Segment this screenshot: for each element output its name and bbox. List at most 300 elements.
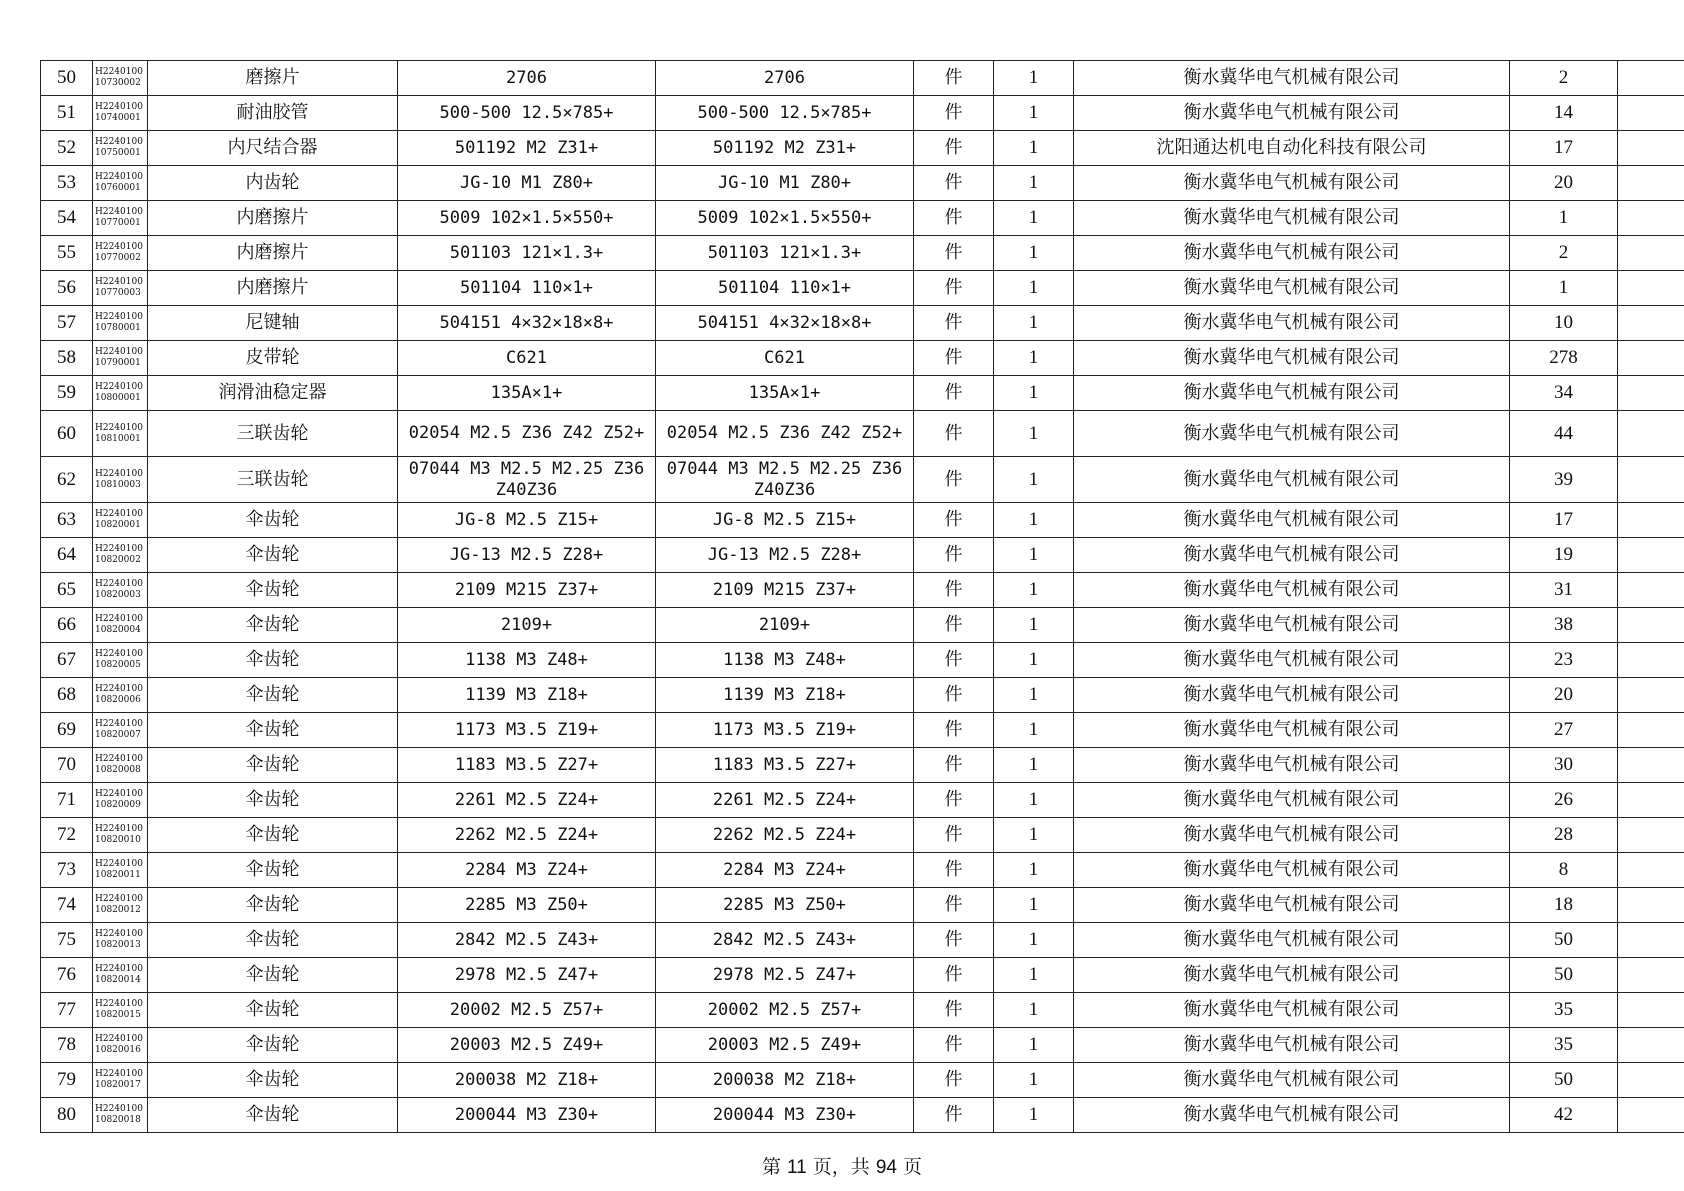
part-name-cell: 磨擦片 <box>148 61 398 96</box>
material-code-cell: H2240100 10730002 <box>93 61 148 96</box>
remark-cell <box>1618 573 1684 608</box>
unit-cell: 件 <box>914 783 994 818</box>
unit-cell: 件 <box>914 271 994 306</box>
count-cell: 39 <box>1510 457 1618 503</box>
row-number-cell: 56 <box>41 271 93 306</box>
count-cell: 27 <box>1510 713 1618 748</box>
remark-cell <box>1618 923 1684 958</box>
remark-cell <box>1618 853 1684 888</box>
row-number-cell: 51 <box>41 96 93 131</box>
count-cell: 20 <box>1510 678 1618 713</box>
count-cell: 8 <box>1510 853 1618 888</box>
unit-cell: 件 <box>914 748 994 783</box>
material-code-cell: H2240100 10740001 <box>93 96 148 131</box>
remark-cell <box>1618 783 1684 818</box>
part-name-cell: 伞齿轮 <box>148 958 398 993</box>
model-cell: 2109 M215 Z37+ <box>656 573 914 608</box>
supplier-cell: 衡水冀华电气机械有限公司 <box>1074 678 1510 713</box>
part-name-cell: 伞齿轮 <box>148 608 398 643</box>
count-cell: 42 <box>1510 1098 1618 1133</box>
specification-cell: 200038 M2 Z18+ <box>398 1063 656 1098</box>
table-row <box>41 888 1684 923</box>
supplier-cell: 衡水冀华电气机械有限公司 <box>1074 457 1510 503</box>
model-cell: 2109+ <box>656 608 914 643</box>
material-code-cell: H2240100 10820007 <box>93 713 148 748</box>
part-name-cell: 伞齿轮 <box>148 678 398 713</box>
quantity-cell: 1 <box>994 958 1074 993</box>
model-cell: 2284 M3 Z24+ <box>656 853 914 888</box>
part-name-cell: 伞齿轮 <box>148 993 398 1028</box>
specification-cell: 2261 M2.5 Z24+ <box>398 783 656 818</box>
row-number-cell: 63 <box>41 503 93 538</box>
footer-suffix: 页 <box>903 1156 923 1178</box>
remark-cell <box>1618 96 1684 131</box>
count-cell: 50 <box>1510 1063 1618 1098</box>
quantity-cell: 1 <box>994 503 1074 538</box>
specification-cell: 135A×1+ <box>398 376 656 411</box>
table-row <box>41 411 1684 457</box>
part-name-cell: 伞齿轮 <box>148 888 398 923</box>
quantity-cell: 1 <box>994 457 1074 503</box>
remark-cell <box>1618 503 1684 538</box>
material-code-cell: H2240100 10820010 <box>93 818 148 853</box>
material-code-cell: H2240100 10820006 <box>93 678 148 713</box>
count-cell: 35 <box>1510 1028 1618 1063</box>
table-row <box>41 376 1684 411</box>
row-number-cell: 58 <box>41 341 93 376</box>
row-number-cell: 54 <box>41 201 93 236</box>
row-number-cell: 60 <box>41 411 93 457</box>
model-cell: 1138 M3 Z48+ <box>656 643 914 678</box>
quantity-cell: 1 <box>994 131 1074 166</box>
unit-cell: 件 <box>914 888 994 923</box>
remark-cell <box>1618 538 1684 573</box>
count-cell: 28 <box>1510 818 1618 853</box>
remark-cell <box>1618 61 1684 96</box>
unit-cell: 件 <box>914 643 994 678</box>
specification-cell: 2978 M2.5 Z47+ <box>398 958 656 993</box>
specification-cell: 1138 M3 Z48+ <box>398 643 656 678</box>
unit-cell: 件 <box>914 1098 994 1133</box>
model-cell: 2706 <box>656 61 914 96</box>
remark-cell <box>1618 341 1684 376</box>
material-code-cell: H2240100 10770001 <box>93 201 148 236</box>
specification-cell: 200044 M3 Z30+ <box>398 1098 656 1133</box>
part-name-cell: 内磨擦片 <box>148 236 398 271</box>
count-cell: 50 <box>1510 958 1618 993</box>
unit-cell: 件 <box>914 61 994 96</box>
material-code-cell: H2240100 10820008 <box>93 748 148 783</box>
specification-cell: 2109 M215 Z37+ <box>398 573 656 608</box>
unit-cell: 件 <box>914 503 994 538</box>
count-cell: 14 <box>1510 96 1618 131</box>
table-row <box>41 538 1684 573</box>
material-code-cell: H2240100 10820009 <box>93 783 148 818</box>
remark-cell <box>1618 888 1684 923</box>
table-row <box>41 853 1684 888</box>
count-cell: 2 <box>1510 61 1618 96</box>
row-number-cell: 76 <box>41 958 93 993</box>
quantity-cell: 1 <box>994 573 1074 608</box>
row-number-cell: 77 <box>41 993 93 1028</box>
row-number-cell: 73 <box>41 853 93 888</box>
quantity-cell: 1 <box>994 271 1074 306</box>
quantity-cell: 1 <box>994 888 1074 923</box>
parts-table-body <box>41 61 1684 1133</box>
row-number-cell: 65 <box>41 573 93 608</box>
supplier-cell: 衡水冀华电气机械有限公司 <box>1074 376 1510 411</box>
material-code-cell: H2240100 10820001 <box>93 503 148 538</box>
material-code-cell: H2240100 10750001 <box>93 131 148 166</box>
unit-cell: 件 <box>914 1063 994 1098</box>
supplier-cell: 衡水冀华电气机械有限公司 <box>1074 608 1510 643</box>
specification-cell: C621 <box>398 341 656 376</box>
quantity-cell: 1 <box>994 201 1074 236</box>
remark-cell <box>1618 643 1684 678</box>
quantity-cell: 1 <box>994 376 1074 411</box>
part-name-cell: 伞齿轮 <box>148 853 398 888</box>
supplier-cell: 衡水冀华电气机械有限公司 <box>1074 643 1510 678</box>
specification-cell: JG-10 M1 Z80+ <box>398 166 656 201</box>
material-code-cell: H2240100 10820017 <box>93 1063 148 1098</box>
quantity-cell: 1 <box>994 748 1074 783</box>
count-cell: 17 <box>1510 503 1618 538</box>
row-number-cell: 71 <box>41 783 93 818</box>
remark-cell <box>1618 713 1684 748</box>
count-cell: 18 <box>1510 888 1618 923</box>
remark-cell <box>1618 201 1684 236</box>
model-cell: 501192 M2 Z31+ <box>656 131 914 166</box>
part-name-cell: 伞齿轮 <box>148 818 398 853</box>
unit-cell: 件 <box>914 166 994 201</box>
quantity-cell: 1 <box>994 411 1074 457</box>
quantity-cell: 1 <box>994 993 1074 1028</box>
quantity-cell: 1 <box>994 713 1074 748</box>
specification-cell: 5009 102×1.5×550+ <box>398 201 656 236</box>
material-code-cell: H2240100 10760001 <box>93 166 148 201</box>
quantity-cell: 1 <box>994 853 1074 888</box>
part-name-cell: 伞齿轮 <box>148 643 398 678</box>
row-number-cell: 55 <box>41 236 93 271</box>
part-name-cell: 内尺结合器 <box>148 131 398 166</box>
unit-cell: 件 <box>914 923 994 958</box>
remark-cell <box>1618 993 1684 1028</box>
material-code-cell: H2240100 10780001 <box>93 306 148 341</box>
quantity-cell: 1 <box>994 923 1074 958</box>
supplier-cell: 衡水冀华电气机械有限公司 <box>1074 341 1510 376</box>
table-row <box>41 61 1684 96</box>
supplier-cell: 衡水冀华电气机械有限公司 <box>1074 1028 1510 1063</box>
total-pages-number: 94 <box>875 1157 897 1178</box>
quantity-cell: 1 <box>994 96 1074 131</box>
part-name-cell: 伞齿轮 <box>148 748 398 783</box>
part-name-cell: 内齿轮 <box>148 166 398 201</box>
material-code-cell: H2240100 10810001 <box>93 411 148 457</box>
model-cell: 20002 M2.5 Z57+ <box>656 993 914 1028</box>
model-cell: 2261 M2.5 Z24+ <box>656 783 914 818</box>
model-cell: 1173 M3.5 Z19+ <box>656 713 914 748</box>
model-cell: 02054 M2.5 Z36 Z42 Z52+ <box>656 411 914 457</box>
quantity-cell: 1 <box>994 1063 1074 1098</box>
quantity-cell: 1 <box>994 818 1074 853</box>
table-row <box>41 993 1684 1028</box>
part-name-cell: 皮带轮 <box>148 341 398 376</box>
table-row <box>41 1063 1684 1098</box>
material-code-cell: H2240100 10770003 <box>93 271 148 306</box>
row-number-cell: 72 <box>41 818 93 853</box>
count-cell: 31 <box>1510 573 1618 608</box>
row-number-cell: 50 <box>41 61 93 96</box>
part-name-cell: 伞齿轮 <box>148 1098 398 1133</box>
model-cell: JG-8 M2.5 Z15+ <box>656 503 914 538</box>
count-cell: 44 <box>1510 411 1618 457</box>
specification-cell: 2284 M3 Z24+ <box>398 853 656 888</box>
supplier-cell: 衡水冀华电气机械有限公司 <box>1074 271 1510 306</box>
quantity-cell: 1 <box>994 306 1074 341</box>
unit-cell: 件 <box>914 958 994 993</box>
model-cell: 200038 M2 Z18+ <box>656 1063 914 1098</box>
count-cell: 50 <box>1510 923 1618 958</box>
material-code-cell: H2240100 10820005 <box>93 643 148 678</box>
specification-cell: 02054 M2.5 Z36 Z42 Z52+ <box>398 411 656 457</box>
material-code-cell: H2240100 10800001 <box>93 376 148 411</box>
current-page-number: 11 <box>787 1157 807 1178</box>
part-name-cell: 三联齿轮 <box>148 411 398 457</box>
model-cell: 20003 M2.5 Z49+ <box>656 1028 914 1063</box>
material-code-cell: H2240100 10790001 <box>93 341 148 376</box>
unit-cell: 件 <box>914 411 994 457</box>
unit-cell: 件 <box>914 376 994 411</box>
count-cell: 26 <box>1510 783 1618 818</box>
row-number-cell: 67 <box>41 643 93 678</box>
remark-cell <box>1618 236 1684 271</box>
specification-cell: 2109+ <box>398 608 656 643</box>
remark-cell <box>1618 131 1684 166</box>
material-code-cell: H2240100 10820014 <box>93 958 148 993</box>
table-row <box>41 573 1684 608</box>
quantity-cell: 1 <box>994 538 1074 573</box>
material-code-cell: H2240100 10810003 <box>93 457 148 503</box>
unit-cell: 件 <box>914 1028 994 1063</box>
supplier-cell: 衡水冀华电气机械有限公司 <box>1074 958 1510 993</box>
remark-cell <box>1618 376 1684 411</box>
remark-cell <box>1618 818 1684 853</box>
unit-cell: 件 <box>914 608 994 643</box>
supplier-cell: 衡水冀华电气机械有限公司 <box>1074 993 1510 1028</box>
row-number-cell: 74 <box>41 888 93 923</box>
remark-cell <box>1618 1063 1684 1098</box>
specification-cell: 2285 M3 Z50+ <box>398 888 656 923</box>
model-cell: 1139 M3 Z18+ <box>656 678 914 713</box>
table-row <box>41 783 1684 818</box>
table-row <box>41 678 1684 713</box>
quantity-cell: 1 <box>994 643 1074 678</box>
specification-cell: 20003 M2.5 Z49+ <box>398 1028 656 1063</box>
material-code-cell: H2240100 10820016 <box>93 1028 148 1063</box>
model-cell: 504151 4×32×18×8+ <box>656 306 914 341</box>
remark-cell <box>1618 306 1684 341</box>
unit-cell: 件 <box>914 341 994 376</box>
specification-cell: 07044 M3 M2.5 M2.25 Z36 Z40Z36 <box>398 457 656 503</box>
model-cell: 2978 M2.5 Z47+ <box>656 958 914 993</box>
row-number-cell: 53 <box>41 166 93 201</box>
quantity-cell: 1 <box>994 166 1074 201</box>
quantity-cell: 1 <box>994 608 1074 643</box>
unit-cell: 件 <box>914 306 994 341</box>
part-name-cell: 伞齿轮 <box>148 1028 398 1063</box>
unit-cell: 件 <box>914 573 994 608</box>
specification-cell: 1183 M3.5 Z27+ <box>398 748 656 783</box>
supplier-cell: 衡水冀华电气机械有限公司 <box>1074 201 1510 236</box>
count-cell: 23 <box>1510 643 1618 678</box>
table-row <box>41 608 1684 643</box>
supplier-cell: 衡水冀华电气机械有限公司 <box>1074 713 1510 748</box>
table-row <box>41 643 1684 678</box>
model-cell: 2285 M3 Z50+ <box>656 888 914 923</box>
remark-cell <box>1618 748 1684 783</box>
unit-cell: 件 <box>914 131 994 166</box>
model-cell: C621 <box>656 341 914 376</box>
table-row <box>41 748 1684 783</box>
supplier-cell: 衡水冀华电气机械有限公司 <box>1074 503 1510 538</box>
specification-cell: 1173 M3.5 Z19+ <box>398 713 656 748</box>
table-row <box>41 457 1684 503</box>
material-code-cell: H2240100 10820002 <box>93 538 148 573</box>
table-row <box>41 306 1684 341</box>
table-row <box>41 503 1684 538</box>
remark-cell <box>1618 166 1684 201</box>
material-code-cell: H2240100 10820013 <box>93 923 148 958</box>
material-code-cell: H2240100 10770002 <box>93 236 148 271</box>
unit-cell: 件 <box>914 993 994 1028</box>
model-cell: 1183 M3.5 Z27+ <box>656 748 914 783</box>
model-cell: JG-10 M1 Z80+ <box>656 166 914 201</box>
supplier-cell: 衡水冀华电气机械有限公司 <box>1074 61 1510 96</box>
table-row <box>41 1028 1684 1063</box>
count-cell: 30 <box>1510 748 1618 783</box>
part-name-cell: 润滑油稳定器 <box>148 376 398 411</box>
row-number-cell: 52 <box>41 131 93 166</box>
remark-cell <box>1618 958 1684 993</box>
parts-table <box>40 60 1684 1133</box>
quantity-cell: 1 <box>994 1098 1074 1133</box>
row-number-cell: 57 <box>41 306 93 341</box>
material-code-cell: H2240100 10820018 <box>93 1098 148 1133</box>
supplier-cell: 衡水冀华电气机械有限公司 <box>1074 573 1510 608</box>
material-code-cell: H2240100 10820004 <box>93 608 148 643</box>
part-name-cell: 耐油胶管 <box>148 96 398 131</box>
table-row <box>41 96 1684 131</box>
remark-cell <box>1618 1098 1684 1133</box>
supplier-cell: 衡水冀华电气机械有限公司 <box>1074 1063 1510 1098</box>
quantity-cell: 1 <box>994 236 1074 271</box>
count-cell: 20 <box>1510 166 1618 201</box>
unit-cell: 件 <box>914 678 994 713</box>
specification-cell: 501192 M2 Z31+ <box>398 131 656 166</box>
supplier-cell: 衡水冀华电气机械有限公司 <box>1074 783 1510 818</box>
unit-cell: 件 <box>914 236 994 271</box>
supplier-cell: 衡水冀华电气机械有限公司 <box>1074 1098 1510 1133</box>
supplier-cell: 衡水冀华电气机械有限公司 <box>1074 166 1510 201</box>
specification-cell: 504151 4×32×18×8+ <box>398 306 656 341</box>
supplier-cell: 衡水冀华电气机械有限公司 <box>1074 236 1510 271</box>
part-name-cell: 伞齿轮 <box>148 923 398 958</box>
model-cell: 501104 110×1+ <box>656 271 914 306</box>
part-name-cell: 内磨擦片 <box>148 271 398 306</box>
table-row <box>41 713 1684 748</box>
quantity-cell: 1 <box>994 341 1074 376</box>
part-name-cell: 伞齿轮 <box>148 783 398 818</box>
supplier-cell: 衡水冀华电气机械有限公司 <box>1074 411 1510 457</box>
supplier-cell: 衡水冀华电气机械有限公司 <box>1074 306 1510 341</box>
table-row <box>41 923 1684 958</box>
remark-cell <box>1618 411 1684 457</box>
row-number-cell: 78 <box>41 1028 93 1063</box>
specification-cell: 20002 M2.5 Z57+ <box>398 993 656 1028</box>
table-row <box>41 131 1684 166</box>
row-number-cell: 79 <box>41 1063 93 1098</box>
supplier-cell: 沈阳通达机电自动化科技有限公司 <box>1074 131 1510 166</box>
table-row <box>41 1098 1684 1133</box>
count-cell: 2 <box>1510 236 1618 271</box>
table-row <box>41 341 1684 376</box>
specification-cell: 501104 110×1+ <box>398 271 656 306</box>
supplier-cell: 衡水冀华电气机械有限公司 <box>1074 853 1510 888</box>
row-number-cell: 62 <box>41 457 93 503</box>
part-name-cell: 伞齿轮 <box>148 573 398 608</box>
specification-cell: 2262 M2.5 Z24+ <box>398 818 656 853</box>
quantity-cell: 1 <box>994 783 1074 818</box>
supplier-cell: 衡水冀华电气机械有限公司 <box>1074 538 1510 573</box>
table-row <box>41 166 1684 201</box>
model-cell: 07044 M3 M2.5 M2.25 Z36 Z40Z36 <box>656 457 914 503</box>
count-cell: 34 <box>1510 376 1618 411</box>
unit-cell: 件 <box>914 96 994 131</box>
count-cell: 1 <box>1510 271 1618 306</box>
count-cell: 19 <box>1510 538 1618 573</box>
table-row <box>41 958 1684 993</box>
part-name-cell: 尼键轴 <box>148 306 398 341</box>
supplier-cell: 衡水冀华电气机械有限公司 <box>1074 96 1510 131</box>
model-cell: 500-500 12.5×785+ <box>656 96 914 131</box>
row-number-cell: 66 <box>41 608 93 643</box>
model-cell: 501103 121×1.3+ <box>656 236 914 271</box>
specification-cell: 1139 M3 Z18+ <box>398 678 656 713</box>
remark-cell <box>1618 457 1684 503</box>
model-cell: JG-13 M2.5 Z28+ <box>656 538 914 573</box>
unit-cell: 件 <box>914 713 994 748</box>
count-cell: 35 <box>1510 993 1618 1028</box>
model-cell: 5009 102×1.5×550+ <box>656 201 914 236</box>
quantity-cell: 1 <box>994 1028 1074 1063</box>
count-cell: 10 <box>1510 306 1618 341</box>
row-number-cell: 70 <box>41 748 93 783</box>
row-number-cell: 68 <box>41 678 93 713</box>
table-row <box>41 236 1684 271</box>
row-number-cell: 64 <box>41 538 93 573</box>
specification-cell: JG-13 M2.5 Z28+ <box>398 538 656 573</box>
model-cell: 2842 M2.5 Z43+ <box>656 923 914 958</box>
unit-cell: 件 <box>914 201 994 236</box>
table-row <box>41 201 1684 236</box>
count-cell: 278 <box>1510 341 1618 376</box>
specification-cell: 2706 <box>398 61 656 96</box>
supplier-cell: 衡水冀华电气机械有限公司 <box>1074 748 1510 783</box>
model-cell: 200044 M3 Z30+ <box>656 1098 914 1133</box>
specification-cell: 501103 121×1.3+ <box>398 236 656 271</box>
table-row <box>41 271 1684 306</box>
quantity-cell: 1 <box>994 61 1074 96</box>
